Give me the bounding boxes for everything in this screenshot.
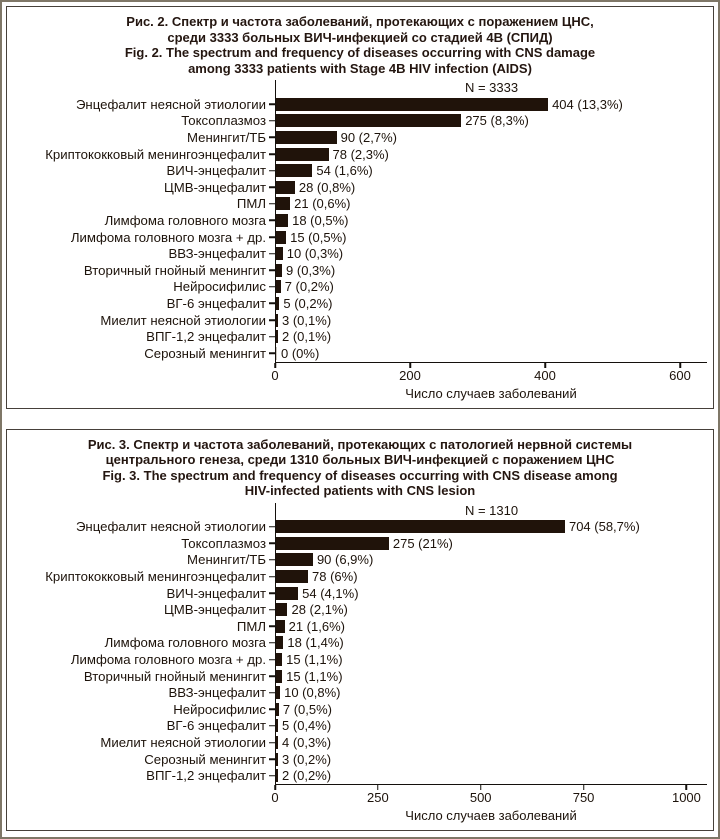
- value-label: 78 (2,3%): [332, 146, 389, 162]
- bar-row: [13, 162, 707, 179]
- bar-row: [13, 668, 707, 685]
- bar: [276, 231, 286, 244]
- bar-row: [13, 328, 707, 345]
- bar-area: [275, 312, 707, 329]
- value-label: 10 (0,3%): [286, 246, 344, 262]
- category-label: Токсоплазмоз: [181, 113, 266, 129]
- bar: [276, 719, 278, 732]
- value-label: 28 (0,8%): [298, 179, 356, 195]
- bar-area: [275, 751, 707, 768]
- bar: [276, 164, 312, 177]
- bar: [276, 197, 290, 210]
- value-label: 0 (0%): [281, 345, 320, 361]
- bar-row: [13, 635, 707, 652]
- bar-row: [13, 618, 707, 635]
- bar-area: [275, 146, 707, 163]
- sample-size-label: N = 1310: [275, 503, 707, 519]
- value-label: 15 (0,5%): [290, 229, 347, 245]
- title-line: Рис. 3. Спектр и частота заболеваний, протекающих с патологией нервной системы: [87, 436, 633, 452]
- bar-row: [13, 751, 707, 768]
- bar: [276, 570, 308, 583]
- bar: [276, 553, 313, 566]
- bar-area: [275, 535, 707, 552]
- title-line: Fig. 3. The spectrum and frequency of diseases occurring with CNS disease among: [102, 467, 618, 483]
- bar-row: [13, 113, 707, 130]
- category-label: ПМЛ: [236, 196, 266, 212]
- category-label: Серозный менингит: [144, 751, 266, 767]
- x-tick-label: 1000: [671, 790, 701, 805]
- bar: [276, 148, 329, 161]
- bar: [276, 131, 337, 144]
- bar-rows: [13, 96, 707, 362]
- x-tick-labels: [271, 367, 707, 383]
- bar: [276, 603, 287, 616]
- value-label: 54 (4,1%): [302, 585, 359, 601]
- category-label: Серозный менингит: [144, 345, 266, 361]
- x-tick-label: 400: [534, 367, 556, 383]
- bar-area: [275, 718, 707, 735]
- n-spacer: [13, 503, 275, 519]
- x-tick-label: 0: [271, 367, 279, 383]
- bar: [276, 214, 288, 227]
- bar-row: [13, 767, 707, 784]
- bar-area: [275, 618, 707, 635]
- category-label: Нейросифилис: [173, 701, 266, 717]
- bar-area: [275, 552, 707, 569]
- value-label: 2 (0,1%): [282, 329, 332, 345]
- bar-row: [13, 295, 707, 312]
- bar-row: [13, 684, 707, 701]
- bar: [276, 297, 279, 310]
- value-label: 18 (1,4%): [287, 635, 344, 651]
- bar-row: [13, 262, 707, 279]
- bar-row: [13, 568, 707, 585]
- bar-area: [275, 196, 707, 213]
- title-line: центрального генеза, среди 1310 больных ВИЧ-инфекцией с поражением ЦНС: [105, 452, 615, 467]
- bar-area: [275, 295, 707, 312]
- category-label: ВИЧ-энцефалит: [166, 585, 266, 601]
- x-axis-title: Число случаев заболеваний: [405, 808, 577, 823]
- bar-row: [13, 734, 707, 751]
- value-label: 704 (58,7%): [568, 519, 640, 535]
- bar-row: [13, 519, 707, 536]
- bar-area: [275, 651, 707, 668]
- sample-size-label: N = 3333: [275, 80, 707, 96]
- category-label: Токсоплазмоз: [181, 535, 266, 551]
- value-label: 2 (0,2%): [282, 768, 332, 784]
- bar: [276, 620, 285, 633]
- bar-row: [13, 96, 707, 113]
- bar-area: [275, 262, 707, 279]
- bar: [276, 686, 280, 699]
- bar: [276, 703, 279, 716]
- bar-row: [13, 718, 707, 735]
- bar-row: [13, 212, 707, 229]
- bar: [276, 736, 278, 749]
- bar-row: [13, 146, 707, 163]
- title-line: among 3333 patients with Stage 4B HIV infection (AIDS): [188, 60, 532, 76]
- value-label: 5 (0,4%): [282, 718, 332, 734]
- n-row: [13, 503, 707, 519]
- category-label: ПМЛ: [236, 618, 266, 634]
- category-label: ВВЗ-энцефалит: [168, 685, 266, 701]
- category-label: Нейросифилис: [173, 279, 266, 295]
- value-label: 28 (2,1%): [291, 602, 348, 618]
- bar-area: [275, 113, 707, 130]
- bar: [276, 314, 278, 327]
- bar-row: [13, 651, 707, 668]
- bar: [276, 181, 295, 194]
- bar: [276, 587, 298, 600]
- bar: [276, 753, 278, 766]
- x-tick-label: 0: [271, 790, 279, 805]
- bar-row: [13, 129, 707, 146]
- x-tick-label: 500: [469, 790, 492, 805]
- category-label: Вторичный гнойный менингит: [83, 262, 266, 278]
- value-label: 18 (0,5%): [292, 212, 349, 228]
- bar: [276, 653, 282, 666]
- category-label: ЦМВ-энцефалит: [164, 602, 266, 618]
- figure-3-panel: [6, 429, 714, 832]
- bar: [276, 264, 282, 277]
- bar-area: [275, 328, 707, 345]
- bar-row: [13, 552, 707, 569]
- category-label: Энцефалит неясной этиологии: [75, 519, 266, 535]
- category-label: ВВЗ-энцефалит: [168, 246, 266, 262]
- bar-area: [275, 635, 707, 652]
- bar-row: [13, 312, 707, 329]
- x-tick-labels: [271, 789, 707, 805]
- bar: [276, 330, 278, 343]
- figure-3-title: [13, 437, 707, 499]
- bar-area: [275, 585, 707, 602]
- value-label: 15 (1,1%): [286, 652, 343, 668]
- bar-row: [13, 179, 707, 196]
- category-label: ВГ-6 энцефалит: [166, 718, 266, 734]
- bar-area: [275, 245, 707, 262]
- value-label: 3 (0,2%): [282, 751, 332, 767]
- bar-area: [275, 601, 707, 618]
- bar-area: [275, 212, 707, 229]
- bar-area: [275, 701, 707, 718]
- bar: [276, 769, 278, 782]
- bar-area: [275, 229, 707, 246]
- value-label: 404 (13,3%): [552, 96, 623, 112]
- value-label: 275 (21%): [392, 535, 453, 551]
- bar-area: [275, 668, 707, 685]
- bar-area: [275, 345, 707, 362]
- bar-area: [275, 568, 707, 585]
- bar: [276, 520, 565, 533]
- category-label: ЦМВ-энцефалит: [164, 179, 266, 195]
- bar-row: [13, 585, 707, 602]
- title-line: среди 3333 больных ВИЧ-инфекцией со стадией 4В (СПИД): [167, 29, 553, 45]
- bar: [276, 670, 282, 683]
- bar-row: [13, 196, 707, 213]
- category-label: ВПГ-1,2 энцефалит: [146, 329, 266, 345]
- category-label: ВПГ-1,2 энцефалит: [146, 768, 266, 784]
- value-label: 15 (1,1%): [286, 668, 343, 684]
- value-label: 5 (0,2%): [283, 295, 333, 311]
- figure-2-panel: [6, 6, 714, 409]
- bar: [276, 347, 277, 360]
- x-tick-label: 750: [572, 790, 595, 805]
- category-label: Лимфома головного мозга + др.: [70, 652, 266, 668]
- value-label: 3 (0,1%): [282, 312, 332, 328]
- category-label: ВГ-6 энцефалит: [166, 295, 266, 311]
- category-label: Миелит неясной этиологии: [100, 735, 266, 751]
- bar-area: [275, 734, 707, 751]
- bar-row: [13, 535, 707, 552]
- bar-area: [275, 179, 707, 196]
- value-label: 21 (0,6%): [294, 196, 351, 212]
- bar-area: [275, 684, 707, 701]
- n-spacer: [13, 80, 275, 96]
- value-label: 9 (0,3%): [286, 262, 336, 278]
- title-line: HIV-infected patients with CNS lesion: [244, 483, 476, 498]
- bar-area: [275, 279, 707, 296]
- bar-area: [275, 519, 707, 536]
- bar: [276, 537, 389, 550]
- bar-area: [275, 129, 707, 146]
- category-label: Лимфома головного мозга: [104, 212, 266, 228]
- value-label: 90 (2,7%): [340, 129, 397, 145]
- n-row: [13, 80, 707, 96]
- category-label: Лимфома головного мозга + др.: [70, 229, 266, 245]
- title-line: Рис. 2. Спектр и частота заболеваний, протекающих с поражением ЦНС,: [126, 14, 594, 29]
- category-label: Менингит/ТБ: [187, 552, 266, 568]
- x-tick-label: 200: [399, 367, 421, 383]
- bar-area: [275, 162, 707, 179]
- category-label: Энцефалит неясной этиологии: [75, 96, 266, 112]
- bar-area: [275, 96, 707, 113]
- bar-row: [13, 345, 707, 362]
- bar: [276, 98, 548, 111]
- category-label: Вторичный гнойный менингит: [83, 668, 266, 684]
- value-label: 90 (6,9%): [316, 552, 374, 568]
- bar: [276, 247, 283, 260]
- category-label: Лимфома головного мозга: [104, 635, 266, 651]
- bar-row: [13, 601, 707, 618]
- category-label: Криптококковый менингоэнцефалит: [45, 569, 266, 585]
- value-label: 7 (0,2%): [284, 279, 334, 295]
- value-label: 10 (0,8%): [284, 685, 341, 701]
- value-label: 4 (0,3%): [282, 735, 332, 751]
- x-axis-title: Число случаев заболеваний: [405, 385, 577, 401]
- value-label: 21 (1,6%): [288, 618, 345, 634]
- value-label: 275 (8,3%): [465, 113, 529, 129]
- value-label: 7 (0,5%): [282, 701, 332, 717]
- x-tick-label: 600: [669, 367, 691, 383]
- bar: [276, 636, 283, 649]
- bar-row: [13, 245, 707, 262]
- x-tick-label: 250: [366, 790, 389, 805]
- bar-rows: [13, 519, 707, 785]
- title-line: Fig. 2. The spectrum and frequency of diseases occurring with CNS damage: [124, 45, 596, 60]
- category-label: Миелит неясной этиологии: [100, 312, 266, 328]
- category-label: ВИЧ-энцефалит: [166, 163, 266, 179]
- category-label: Криптококковый менингоэнцефалит: [45, 146, 266, 162]
- bar-row: [13, 701, 707, 718]
- value-label: 54 (1,6%): [316, 163, 373, 179]
- bar-area: [275, 767, 707, 784]
- bar-row: [13, 229, 707, 246]
- value-label: 78 (6%): [312, 569, 358, 585]
- bar: [276, 280, 281, 293]
- figure-2-title: [13, 14, 707, 76]
- bar: [276, 114, 461, 127]
- bar-row: [13, 279, 707, 296]
- category-label: Менингит/ТБ: [187, 129, 266, 145]
